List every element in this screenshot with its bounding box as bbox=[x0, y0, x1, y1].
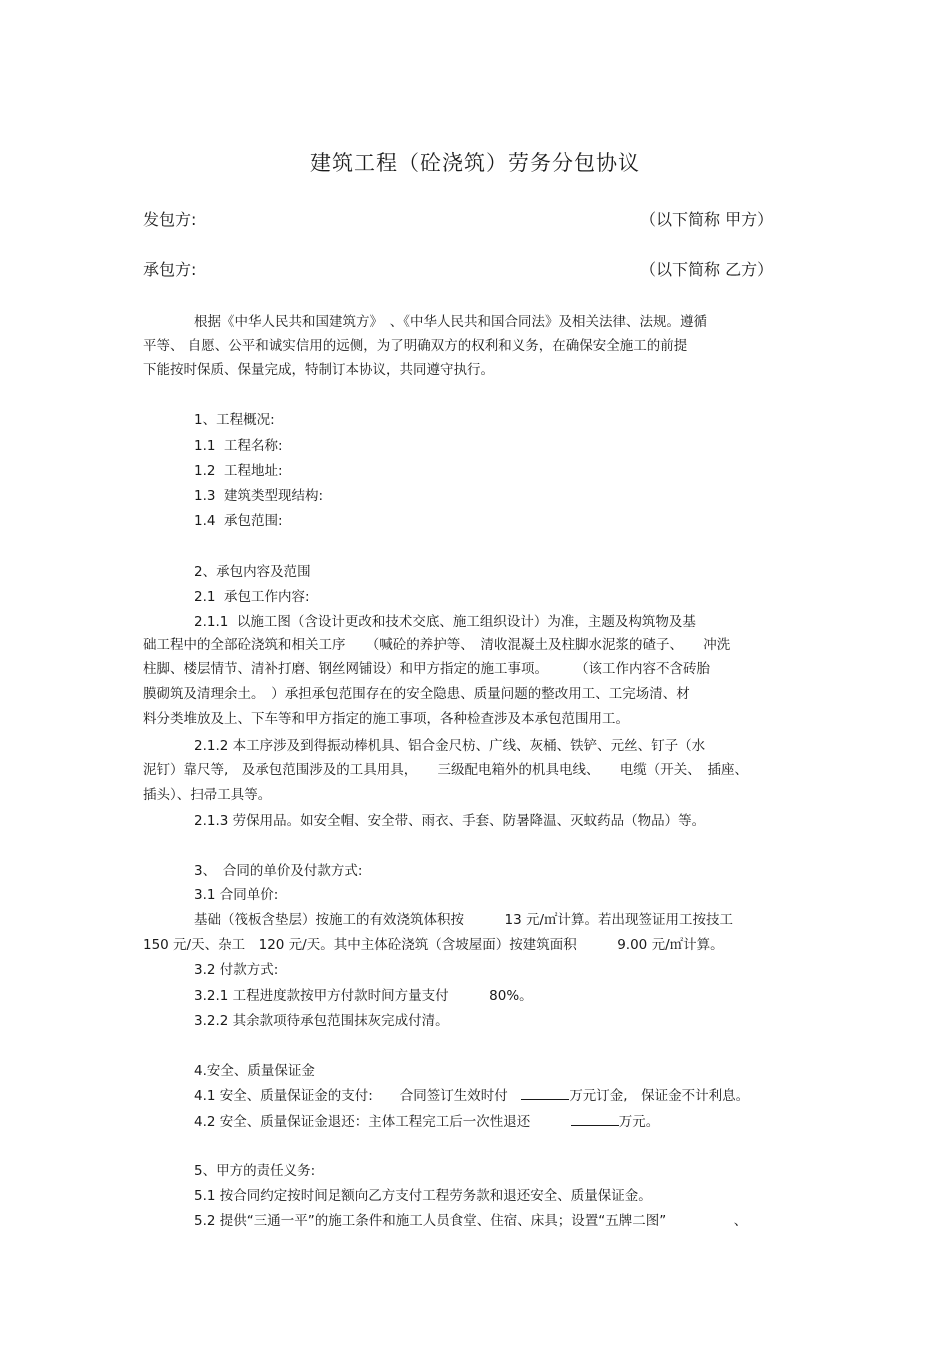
section-3-text: 3.2.2 其余款项待承包范围抹灰完成付清。 bbox=[194, 1013, 449, 1029]
section-3-heading: 3、 合同的单价及付款方式: bbox=[194, 863, 363, 879]
section-1-item: 1.1 工程名称: bbox=[194, 438, 283, 454]
section-2-text: 础工程中的全部砼浇筑和相关工序 （喊砼的养护等、 清收混凝土及柱脚水泥浆的碴子、 冲洗 bbox=[143, 637, 731, 653]
section-4-item bbox=[194, 1112, 659, 1131]
preamble-line: 下能按时保质、保量完成，特制订本协议，共同遵守执行。 bbox=[143, 362, 494, 378]
subcontractor-note: （以下简称 乙方） bbox=[640, 260, 774, 279]
section-4-item-text: 万元。 bbox=[618, 1114, 660, 1130]
subcontractor-label: 承包方: bbox=[143, 260, 197, 279]
section-2-text: 2.1.1 以施工图（含设计更改和技术交底、施工组织设计）为准，主题及构筑物及基 bbox=[194, 614, 696, 630]
section-3-sub: 3.1 合同单价: bbox=[194, 887, 279, 903]
section-3-sub: 3.2 付款方式: bbox=[194, 962, 279, 978]
page-title: 建筑工程（砼浇筑）劳务分包协议 bbox=[310, 151, 640, 175]
section-2-text: 2.1.2 本工序涉及到得振动棒机具、铝合金尺枋、广线、灰桶、铁铲、元丝、钉子（水 bbox=[194, 738, 706, 754]
section-2-sub: 2.1 承包工作内容: bbox=[194, 589, 310, 605]
contractor-label: 发包方: bbox=[143, 210, 197, 229]
deposit-amount-blank bbox=[521, 1086, 569, 1100]
section-4-heading: 4.安全、质量保证金 bbox=[194, 1063, 315, 1079]
section-3-text: 150 元/天、杂工 120 元/天。其中主体砼浇筑（含坡屋面）按建筑面积 9.00 元/㎡计算。 bbox=[143, 937, 724, 953]
section-2-text: 膜砌筑及清理余土。 ）承担承包范围存在的安全隐患、质量问题的整改用工、工完场清、材 bbox=[143, 686, 690, 702]
section-3-text: 3.2.1 工程进度款按甲方付款时间方量支付 80%。 bbox=[194, 988, 533, 1004]
section-5-item: 5.2 提供“三通一平”的施工条件和施工人员食堂、住宿、床具；设置“五牌二图” 、 bbox=[194, 1213, 748, 1229]
section-1-item: 1.4 承包范围: bbox=[194, 513, 283, 529]
refund-amount-blank bbox=[571, 1112, 619, 1126]
section-3-text: 基础（筏板含垫层）按施工的有效浇筑体积按 13 元/㎡计算。若出现签证用工按技工 bbox=[194, 912, 734, 928]
section-4-item-text: 4.2 安全、质量保证金退还：主体工程完工后一次性退还 bbox=[194, 1114, 571, 1130]
preamble-line: 平等、 自愿、公平和诚实信用的远侧，为了明确双方的权利和义务，在确保安全施工的前提 bbox=[143, 338, 688, 354]
section-2-text: 插头）、扫帚工具等。 bbox=[143, 787, 272, 803]
section-2-text: 柱脚、楼层情节、清补打磨、钢丝网铺设）和甲方指定的施工事项。 （该工作内容不含砖胎 bbox=[143, 661, 710, 677]
section-2-text: 2.1.3 劳保用品。如安全帽、安全带、雨衣、手套、防暑降温、灭蚊药品（物品）等。 bbox=[194, 813, 706, 829]
preamble-line: 根据《中华人民共和国建筑方》 、《中华人民共和国合同法》及相关法律、法规。遵循 bbox=[194, 314, 707, 330]
section-4-item-text: 4.1 安全、质量保证金的支付: 合同签订生效时付 bbox=[194, 1088, 522, 1104]
section-2-text: 料分类堆放及上、下车等和甲方指定的施工事项，各种检查涉及本承包范围用工。 bbox=[143, 711, 629, 727]
section-5-item: 5.1 按合同约定按时间足额向乙方支付工程劳务款和退还安全、质量保证金。 bbox=[194, 1188, 652, 1204]
section-4-item-text: 万元订金, 保证金不计利息。 bbox=[569, 1088, 750, 1104]
section-2-heading: 2、承包内容及范围 bbox=[194, 564, 311, 580]
contractor-note: （以下简称 甲方） bbox=[640, 210, 774, 229]
section-4-item bbox=[194, 1086, 749, 1105]
section-1-item: 1.3 建筑类型现结构: bbox=[194, 488, 324, 504]
section-1-item: 1.2 工程地址: bbox=[194, 463, 283, 479]
section-1-heading: 1、工程概况: bbox=[194, 412, 275, 428]
section-5-heading: 5、甲方的责任义务: bbox=[194, 1163, 316, 1179]
section-2-text: 泥钉）靠尺等, 及承包范围涉及的工具用具， 三级配电箱外的机具电线、 电缆（开关、 插座、 bbox=[143, 762, 749, 778]
